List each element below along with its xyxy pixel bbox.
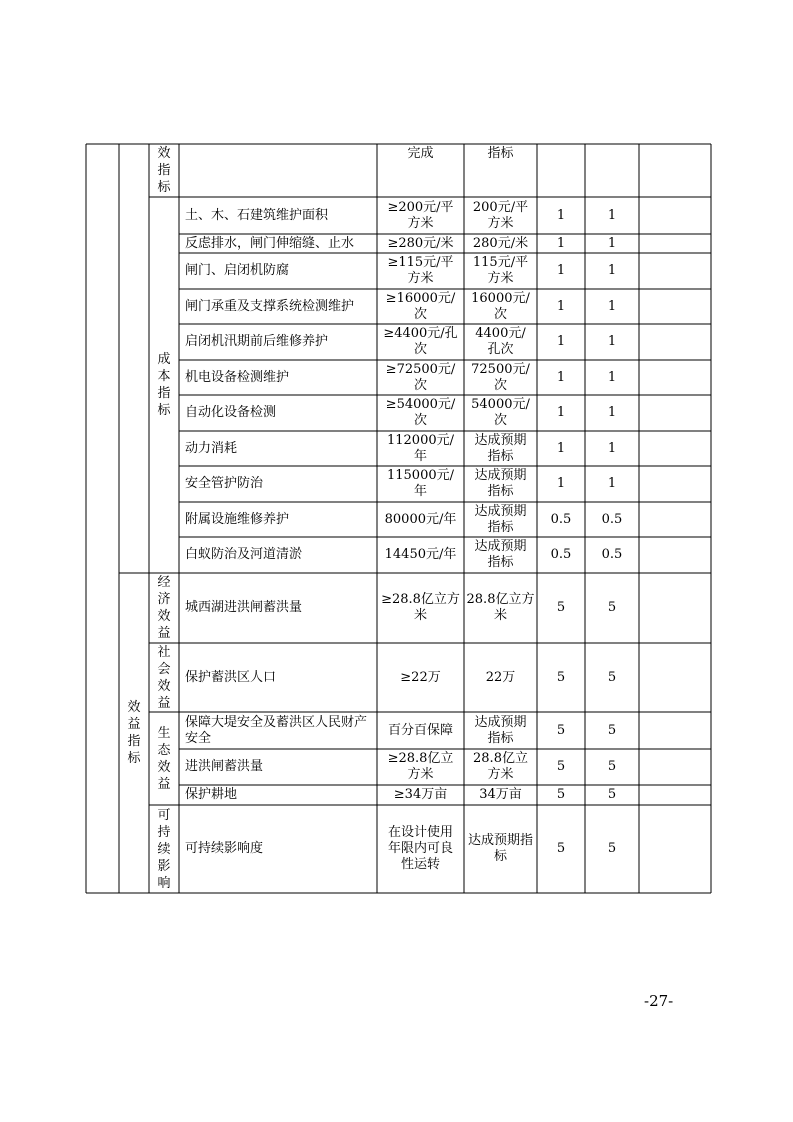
cost-rows-row-actual: 4400元/孔次 [475, 326, 526, 357]
cost-rows-row-weight: 0.5 [550, 511, 572, 527]
ecological-rows-row-actual: 达成预期指标 [474, 714, 527, 746]
cost-rows-row-actual: 达成预期指标 [474, 468, 527, 499]
cost-rows-row-target: ≥115元/平方米 [387, 255, 454, 286]
ecological-rows-row-name: 进洪闸蓄洪量 [185, 759, 264, 774]
social-name: 保护蓄洪区人口 [185, 669, 277, 685]
sustainable-weight: 5 [556, 841, 566, 856]
cost-rows-row-target: 112000元/年 [386, 432, 454, 464]
ecological-rows-row-score: 5 [607, 787, 617, 802]
cost-rows-row-actual: 72500元/次 [471, 361, 530, 393]
economic-label: 经济效益 [157, 575, 171, 641]
sustainable-label: 可持续影响 [157, 807, 171, 891]
sustainable-target: 在设计使用年限内可良性运转 [387, 825, 453, 872]
economic-weight: 5 [556, 600, 566, 615]
cost-rows-row-weight: 1 [556, 298, 566, 314]
ecological-rows-row-actual: 28.8亿立方米 [473, 751, 528, 782]
header-level3-label: 效指标 [157, 146, 171, 195]
economic-target: ≥28.8亿立方米 [381, 592, 460, 623]
social-actual: 22万 [485, 669, 516, 685]
cost-rows-row-name: 附属设施维修养护 [185, 511, 290, 527]
social-weight: 5 [556, 669, 566, 685]
social-target: ≥22万 [400, 669, 441, 685]
cost-rows-row-score: 1 [607, 369, 617, 385]
cost-rows-row-score: 1 [607, 263, 617, 278]
cost-rows-row-target: ≥4400元/孔次 [383, 326, 458, 357]
cost-rows-row-target: ≥200元/平方米 [387, 199, 454, 231]
ecological-rows-row-name: 保护耕地 [185, 787, 238, 802]
economic-actual: 28.8亿立方米 [466, 592, 535, 623]
cost-rows-row-target: ≥16000元/次 [385, 290, 456, 322]
sustainable-score: 5 [607, 841, 617, 856]
cost-rows-row-score: 1 [607, 298, 617, 314]
cost-rows-row-actual: 达成预期指标 [474, 503, 527, 535]
cost-rows-row-weight: 1 [556, 405, 566, 420]
cost-rows-row-weight: 1 [556, 369, 566, 385]
sustainable-actual: 达成预期指标 [467, 833, 533, 864]
cost-rows-row-actual: 115元/平方米 [472, 255, 529, 286]
cost-rows-row-weight: 1 [556, 263, 566, 278]
header-target: 完成 [407, 146, 434, 161]
cost-rows-row-score: 0.5 [601, 547, 623, 562]
cost-rows-row-weight: 1 [556, 440, 566, 456]
cost-rows-row-actual: 280元/米 [472, 235, 529, 251]
ecological-rows-row-name: 保障大堤安全及蓄洪区人民财产安全 [185, 714, 368, 746]
cost-rows-row-target: 80000元/年 [384, 511, 457, 527]
benefit-group-label: 效益指标 [127, 700, 141, 766]
cost-rows-row-actual: 达成预期指标 [474, 539, 527, 570]
cost-rows-row-score: 1 [607, 207, 617, 223]
cost-rows-row-score: 1 [607, 476, 617, 491]
economic-score: 5 [607, 600, 617, 615]
cost-rows-row-actual: 200元/平方米 [472, 199, 529, 231]
ecological-rows-row-score: 5 [607, 759, 617, 774]
cost-rows-row-score: 0.5 [601, 511, 623, 527]
ecological-label: 生态效益 [157, 725, 171, 792]
cost-rows-row-target: ≥54000元/次 [385, 397, 456, 428]
ecological-rows-row-target: 百分百保障 [387, 722, 453, 738]
cost-rows-row-actual: 54000元/次 [471, 397, 530, 428]
cost-rows-row-name: 启闭机汛期前后维修养护 [185, 334, 329, 349]
cost-rows-row-target: 14450元/年 [384, 547, 457, 562]
ecological-rows-row-target: ≥28.8亿立方米 [387, 751, 454, 782]
cost-rows-row-name: 反虑排水，闸门伸缩缝、止水 [185, 235, 355, 251]
cost-rows-row-weight: 1 [556, 207, 566, 223]
cost-rows-row-weight: 1 [556, 235, 566, 251]
ecological-rows-row-weight: 5 [556, 759, 566, 774]
cost-rows-row-target: 115000元/年 [386, 468, 454, 499]
header-actual: 指标 [487, 146, 514, 161]
page-number: -27- [644, 992, 674, 1010]
social-score: 5 [607, 669, 617, 685]
cost-rows-row-target: ≥280元/米 [387, 235, 454, 251]
cost-rows-row-name: 闸门、启闭机防腐 [185, 263, 290, 278]
sustainable-name: 可持续影响度 [185, 841, 264, 856]
ecological-rows-row-target: ≥34万亩 [393, 787, 448, 802]
social-label: 社会效益 [157, 644, 171, 711]
cost-rows-row-actual: 16000元/次 [471, 290, 530, 322]
ecological-rows-row-weight: 5 [556, 787, 566, 802]
ecological-rows-row-weight: 5 [556, 722, 566, 738]
cost-rows-row-name: 动力消耗 [185, 440, 238, 456]
cost-group-label: 成本指标 [157, 352, 171, 418]
cost-rows-row-name: 安全管护防治 [185, 476, 264, 491]
cost-rows-row-name: 机电设备检测维护 [185, 369, 290, 385]
cost-rows-row-score: 1 [607, 440, 617, 456]
cost-rows-row-name: 闸门承重及支撑系统检测维护 [185, 298, 355, 314]
cost-rows-row-weight: 0.5 [550, 547, 572, 562]
cost-rows-row-weight: 1 [556, 334, 566, 349]
ecological-rows-row-actual: 34万亩 [479, 787, 522, 802]
ecological-rows-row-score: 5 [607, 722, 617, 738]
cost-rows-row-name: 土、木、石建筑维护面积 [185, 207, 329, 223]
cost-rows-row-score: 1 [607, 235, 617, 251]
economic-name: 城西湖进洪闸蓄洪量 [185, 600, 303, 615]
cost-rows-row-name: 自动化设备检测 [185, 405, 277, 420]
cost-rows-row-name: 白蚁防治及河道清淤 [185, 547, 303, 562]
cost-rows-row-target: ≥72500元/次 [385, 361, 456, 393]
cost-rows-row-actual: 达成预期指标 [474, 432, 527, 464]
cost-rows-row-score: 1 [607, 334, 617, 349]
cost-rows-row-weight: 1 [556, 476, 566, 491]
cost-rows-row-score: 1 [607, 405, 617, 420]
